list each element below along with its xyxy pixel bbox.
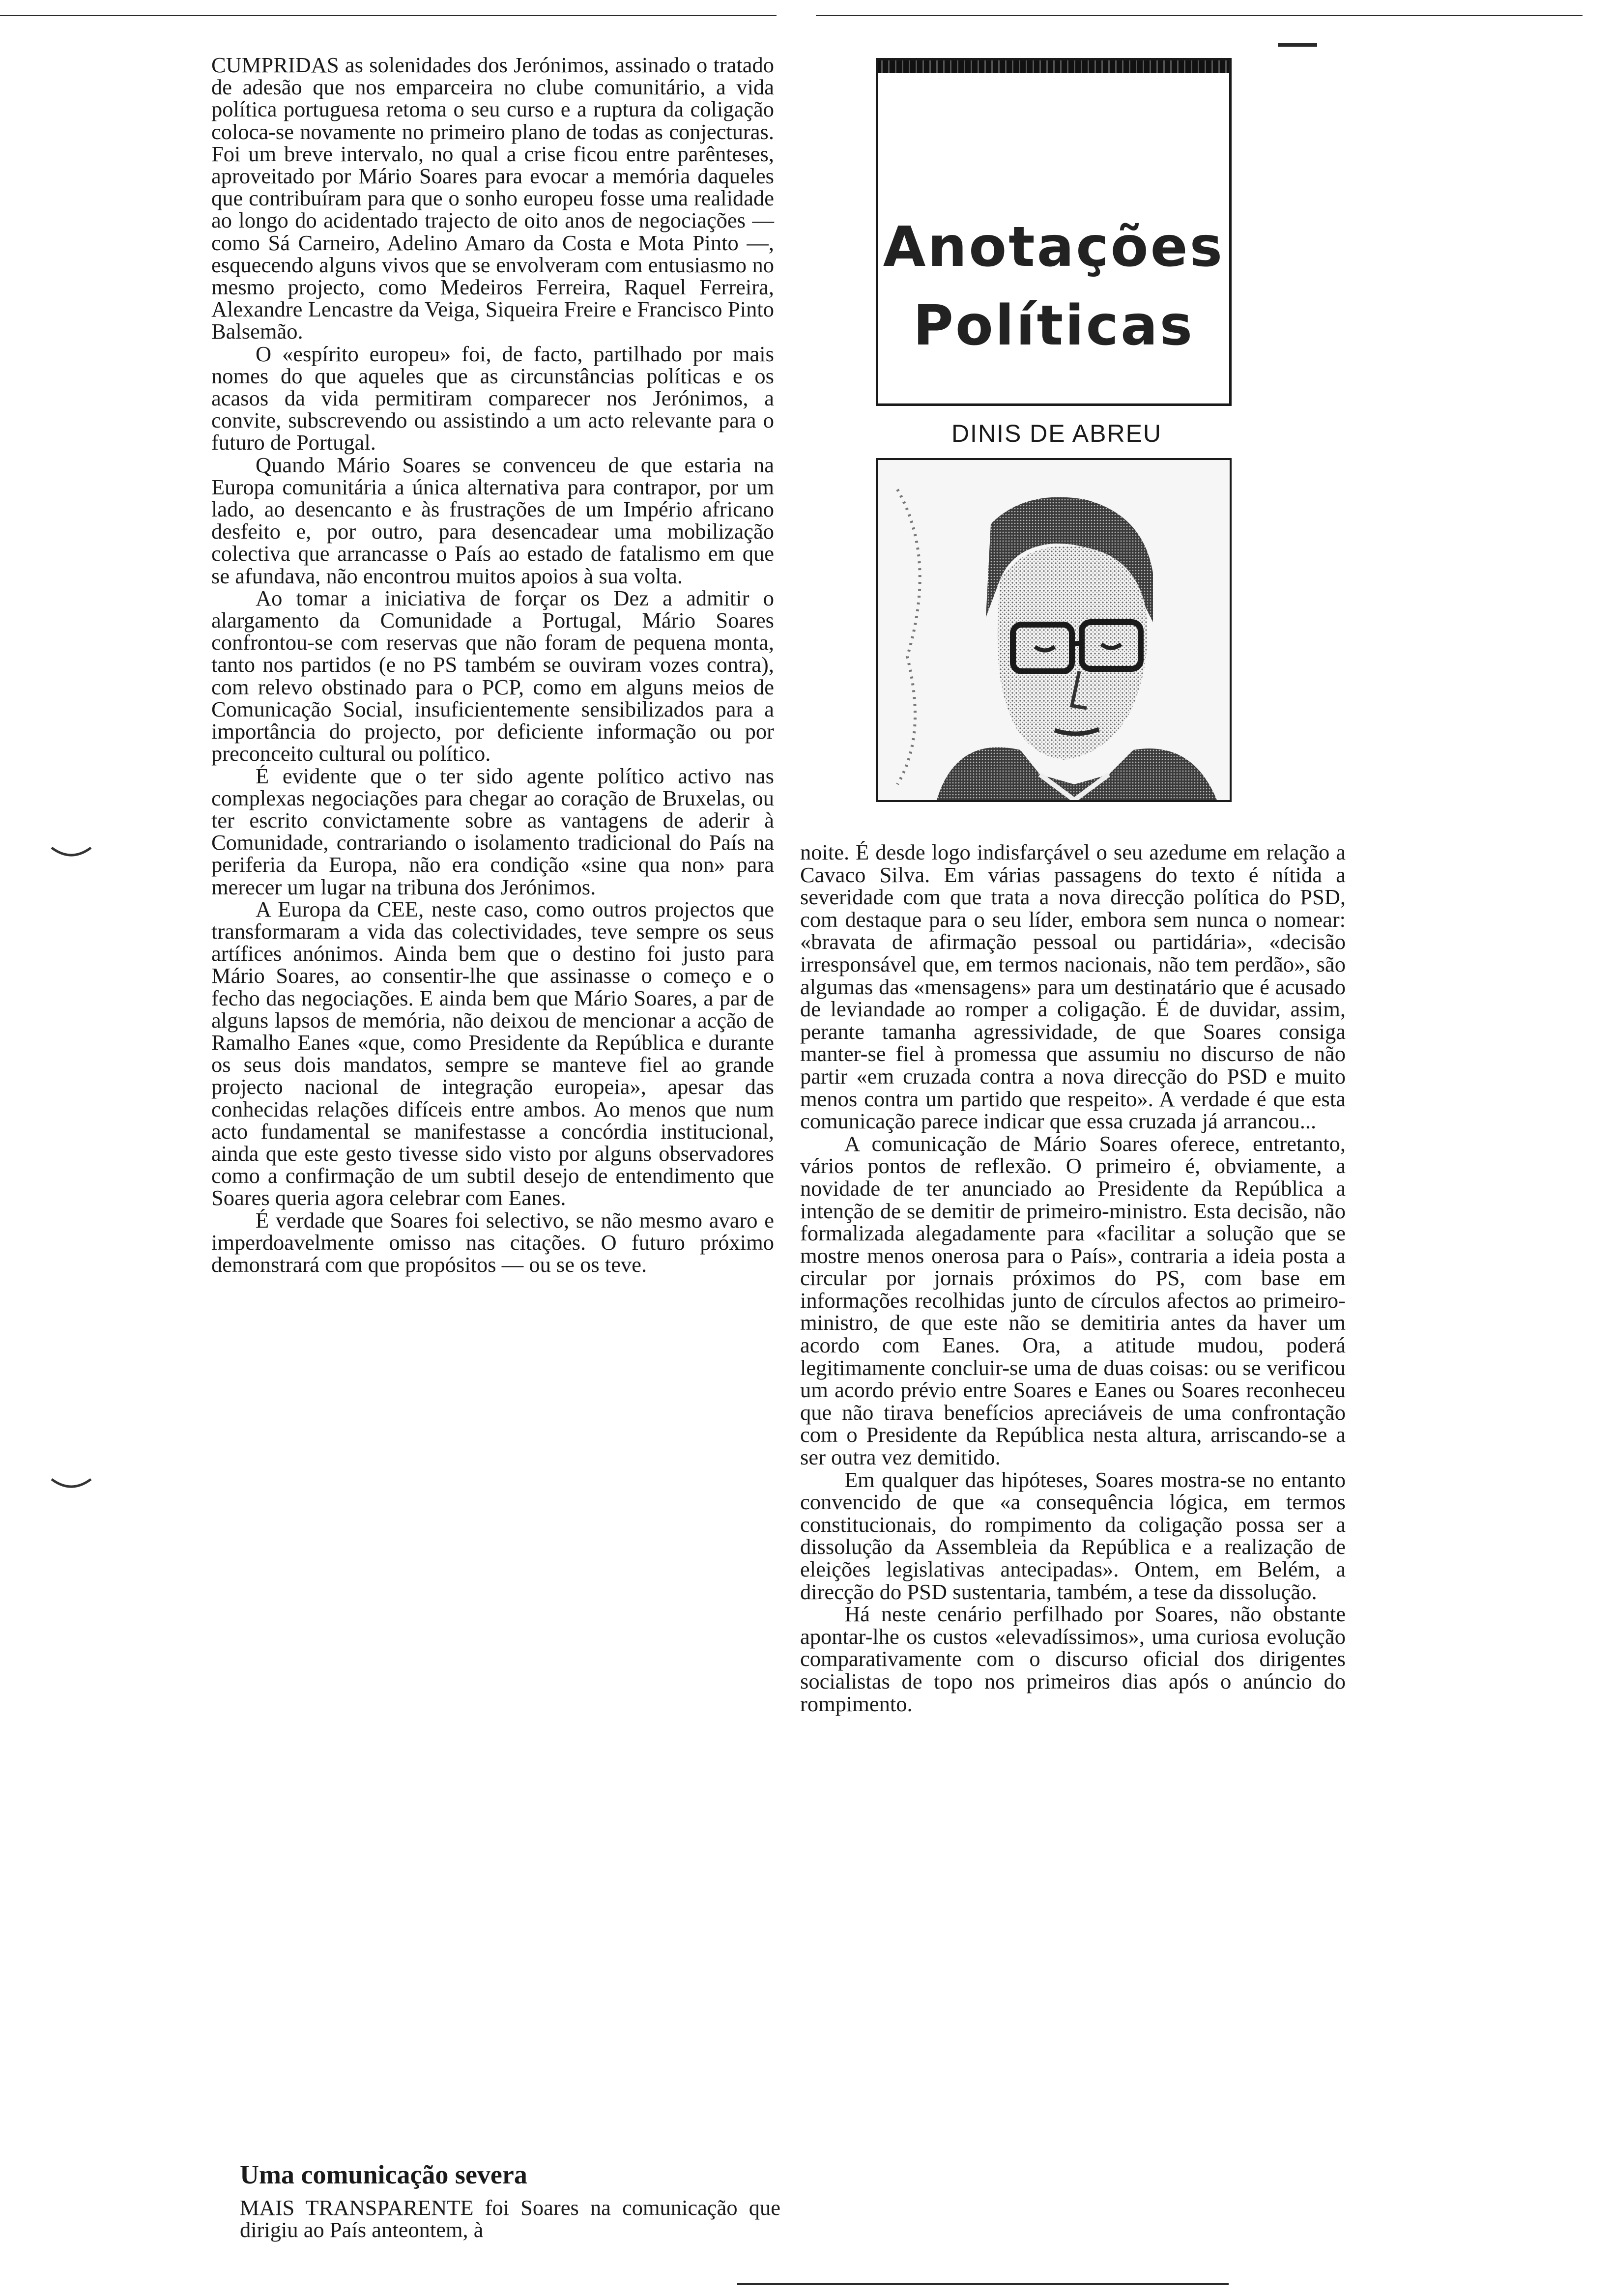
article-left-column [211,54,774,1276]
bottom-rule [737,2283,1229,2285]
margin-hole-mark-1 [49,843,93,862]
paragraph-8: MAIS TRANSPARENTE foi Soares na comunicação que dirigiu ao País anteontem, à [240,2195,780,2242]
corner-dash [1278,43,1317,47]
margin-hole-mark-2 [49,1474,93,1494]
paragraph-1: CUMPRIDAS as solenidades dos Jerónimos, assinado o tratado de adesão que nos emparceira no clube comunitário, a vida política portuguesa retoma o seu curso e a ruptura da coligação coloca-se novamente no primeiro plano de todas as conjecturas. Foi um breve intervalo, no qual a crise ficou entre parênteses, aproveitado por Mário Soares para evocar a memória daqueles que contribuíram para que o sonho europeu fosse uma realidade ao longo do acidentado trajecto de oito anos de negociações — como Sá Carneiro, Adelino Amaro da Costa e Mota Pinto —, esquecendo alguns vivos que se envolveram com entusiasmo no mesmo projecto, como Medeiros Ferreira, Raquel Ferreira, Alexandre Lencastre da Veiga, Siqueira Freire e Francisco Pinto Balsemão. [211,53,774,344]
paragraph-11: Em qualquer das hipóteses, Soares mostra-se no entanto convencido de que «a consequência lógica, em termos constitucionais, do rompimento da coligação possa ser a dissolução da Assembleia da República e a realização de eleições legislativas antecipadas». Ontem, em Belém, a direcção do PSD sustentaria, também, a tese da dissolução. [800,1467,1346,1604]
paragraph-4: Ao tomar a iniciativa de forçar os Dez a admitir o alargamento da Comunidade a Portugal, Mário Soares confrontou-se com reservas que não foram de pequena monta, tanto nos partidos (e no PS também se ouviram vozes contra), com relevo obstinado para o PCP, como em alguns meios de Comunicação Social, insuficientemente sensibilizados para a importância do projecto, por deficiente informação ou por preconceito cultural ou político. [211,585,774,766]
subheading: Uma comunicação severa [240,2160,527,2189]
top-rule-right [816,15,1583,16]
paragraph-12: Há neste cenário perfilhado por Soares, não obstante apontar-lhe os custos «elevadíssimos», uma curiosa evolução comparativamente com o discurso oficial dos dirigentes socialistas de topo nos primeiros dias após o anúncio do rompimento. [800,1602,1346,1716]
paragraph-5: É evidente que o ter sido agente político activo nas complexas negociações para chegar ao coração de Bruxelas, ou ter escrito convictamente sobre as vantagens de aderir à Comunidade, contrariando o isolamento tradicional do País na periferia da Europa, não era condição «sine qua non» para merecer um lugar na tribuna dos Jerónimos. [211,763,774,899]
paragraph-2: O «espírito europeu» foi, de facto, partilhado por mais nomes do que aqueles que as circunstâncias políticas e os acasos da vida permitiram comparecer nos Jerónimos, a convite, subscrevendo ou assistindo a um acto relevante para o futuro de Portugal. [211,341,774,455]
paragraph-6: A Europa da CEE, neste caso, como outros projectos que transformaram a vida das colectividades, teve sempre os seus artífices anónimos. Ainda bem que o destino foi justo para Mário Soares, ao consentir-lhe que assinasse o começo e o fecho das negociações. E ainda bem que Mário Soares, a par de alguns lapsos de memória, não deixou de mencionar a acção de Ramalho Eanes «que, como Presidente da República e durante os seus dois mandatos, sempre se manteve fiel ao grande projecto nacional de integração europeia», apesar das conhecidas relações difíceis entre ambos. Ao menos que num acto fundamental se manifestasse a concórdia institucional, ainda que este gesto tivesse sido visto por alguns observadores como a confirmação de um subtil desejo de entendimento que Soares queria agora celebrar com Eanes. [211,896,774,1210]
paragraph-7: É verdade que Soares foi selectivo, se não mesmo avaro e imperdoavelmente omisso nas citações. O futuro próximo demonstrará com que propósitos — ou se os teve. [211,1207,774,1277]
portrait-photo-icon [878,460,1230,800]
paragraph-3: Quando Mário Soares se convenceu de que estaria na Europa comunitária a única alternativa para contrapor, por um lado, ao desencanto e às frustrações de um Império africano desfeito e, por outro, para desencadear uma mobilização colectiva que arrancasse o País ao estado de fatalismo em que se afundava, não encontrou muitos apoios à sua volta. [211,452,774,588]
column-title: Anotações Políticas [883,215,1225,358]
article-right-column [800,841,1346,1715]
author-photo [876,458,1232,802]
top-rule-left [0,15,777,16]
author-byline: DINIS DE ABREU [951,420,1162,447]
paragraph-10: A comunicação de Mário Soares oferece, entretanto, vários pontos de reflexão. O primeiro é, obviamente, a novidade de ter anunciado ao Presidente da República a intenção de se demitir de primeiro-ministro. Esta decisão, não formalizada alegadamente para «facilitar a solução que se mostre menos onerosa para o País», contraria a ideia posta a circular por jornais próximos do PS, com base em informações recolhidas junto de círculos afectos ao primeiro-ministro, de que este não se demitiria antes da haver um acordo com Eanes. Ora, a atitude mudou, poderá legitimamente concluir-se uma de duas coisas: ou se verificou um acordo prévio entre Soares e Eanes ou Soares reconheceu que não tirava benefícios apreciáveis de uma confrontação com o Presidente da República nesta altura, arriscando-se a ser outra vez demitido. [800,1131,1346,1470]
paragraph-9: noite. É desde logo indisfarçável o seu azedume em relação a Cavaco Silva. Em várias passagens do texto é nítida a severidade com que trata a nova direcção política do PSD, com destaque para o seu líder, embora sem nunca o nomear: «bravata de afirmação pessoal ou partidária», «decisão irresponsável que, em termos nacionais, não tem perdão», são algumas das «mensagens» para um destinatário que é acusado de leviandade ao romper a coligação. É de duvidar, assim, perante tamanha agressividade, de que Soares consiga manter-se fiel à promessa que assumiu no discurso de não partir «em cruzada contra a nova direcção do PSD e muito menos contra um partido que respeito». A verdade é que esta comunicação parece indicar que essa cruzada já arrancou... [800,840,1346,1134]
box-top-bar [878,60,1229,73]
column-title-box [876,58,1232,406]
